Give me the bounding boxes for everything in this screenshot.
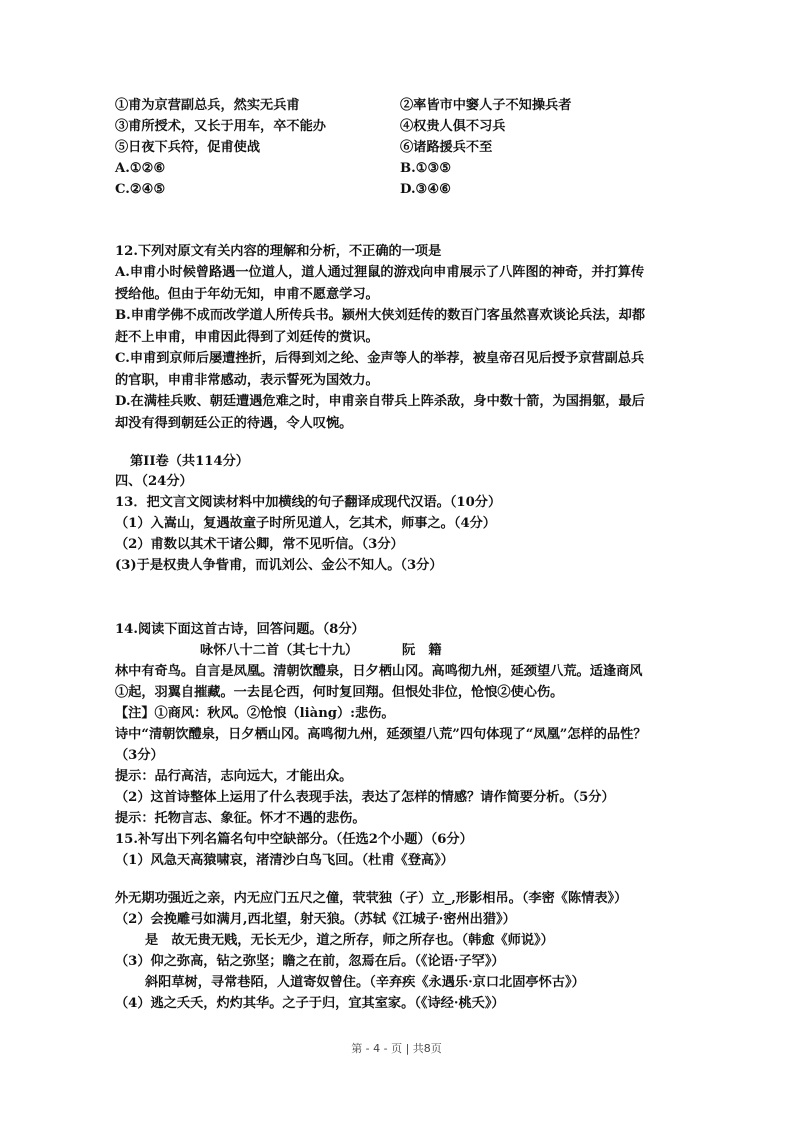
section-heading: 四、（24分） — [115, 474, 193, 489]
q15-item: （2）会挽雕弓如满月,西北望，射天狼。（苏轼《江城子·密州出猎》） — [115, 912, 516, 927]
q14-sub2: （2）这首诗整体上运用了什么表现手法，表达了怎样的情感？请作简要分析。（5分） — [115, 790, 615, 805]
option-left: ①甫为京营副总兵，然实无兵甫 — [115, 98, 300, 113]
q13-stem: 13．把文言文阅读材料中加横线的句子翻译成现代汉语。（10分） — [115, 495, 502, 510]
answer-choice-c: C.②④⑤ — [115, 182, 166, 197]
q13-item: (3)于是权贵人争眥甫，而讥刘公、金公不知人。（3分） — [115, 558, 443, 573]
answer-choice-d: D.③④⑥ — [400, 182, 452, 197]
q13-item: （1）入嵩山，复遇故童子时所见道人，乞其术，师事之。（4分） — [115, 516, 496, 531]
answer-choice-a: A.①②⑥ — [115, 161, 166, 176]
option-row — [115, 117, 715, 137]
q14-hint: 提示：托物言志、象征。怀才不遇的悲伤。 — [115, 811, 366, 826]
answer-row — [115, 159, 715, 179]
answer-row — [115, 180, 715, 200]
q15-item: 外无期功强近之亲，内无应门五尺之僮，茕茕独（孑）立_,形影相吊。（李密《陈情表》） — [115, 891, 628, 906]
q12-line: C.申甫到京师后屡遭挫折，后得到刘之纶、金声等人的举荐，被皇帝召见后授予京营副总兵 — [115, 351, 645, 366]
option-row — [115, 138, 715, 158]
option-row — [115, 96, 715, 116]
poem-note: 【注】①商风：秋风。②怆悢（liàng）:悲伤。 — [115, 706, 395, 721]
q12-stem: 12.下列对原文有关内容的理解和分析，不正确的一项是 — [115, 244, 442, 259]
q15-item: 是 故无贵无贱，无长无少，道之所存，师之所存也。（韩愈《师说》） — [145, 933, 554, 948]
poem-title: 咏怀八十二首（其七十九） — [200, 643, 359, 658]
poem-line: ①起，羽翼自摧藏。一去昆仑西，何时复回翔。但恨处非位，怆悢②使心伤。 — [115, 685, 564, 700]
q12-line: 授给他。但由于年幼无知，申甫不愿意学习。 — [115, 287, 379, 302]
q14-sub1: 诗中“清朝饮醴泉，日夕栖山冈。高鸣彻九州，延颈望八荒”四句体现了“凤凰”怎样的品性？ — [115, 727, 647, 742]
q15-item: （1）风急天高猿啸哀，渚清沙白鸟飞回。（杜甫《登高》） — [115, 853, 454, 868]
option-right: ④权贵人俱不习兵 — [400, 119, 506, 134]
option-right: ②率皆市中窭人子不知操兵者 — [400, 98, 572, 113]
q12-line: 赶不上申甫，申甫因此得到了刘廷传的赏识。 — [115, 330, 379, 345]
q15-stem: 15.补写出下列名篇名句中空缺部分。（任选2个小题）（6分） — [115, 832, 473, 847]
q12-line: D.在满桂兵败、朝廷遭遇危难之时，申甫亲自带兵上阵杀敌，身中数十箭，为国捐躯，最后 — [115, 394, 645, 409]
option-right: ⑥诸路援兵不至 — [400, 140, 493, 155]
q13-item: （2）甫数以其术干诸公卿，常不见听信。（3分） — [115, 537, 404, 552]
poem-author: 阮 籍 — [402, 643, 442, 658]
q15-item: （3）仰之弥高，钻之弥坚；瞻之在前，忽焉在后。（《论语·子罕》） — [115, 954, 505, 969]
q12-line: 的官职，申甫非常感动，表示誓死为国效力。 — [115, 373, 379, 388]
q14-hint: 提示：品行高洁，志向远大，才能出众。 — [115, 769, 353, 784]
q14-stem: 14.阅读下面这首古诗，回答问题。（8分） — [115, 622, 365, 637]
q12-line: A.申甫小时候曾路遇一位道人，道人通过狸鼠的游戏向申甫展示了八阵图的神奇，并打算传 — [115, 265, 645, 280]
answer-choice-b: B.①③⑤ — [400, 161, 452, 176]
q15-item: 斜阳草树，寻常巷陌，人道寄奴曾住。（辛弃疾《永遇乐·京口北固亭怀古》） — [145, 975, 585, 990]
part2-title: 第II卷（共114分） — [130, 454, 249, 469]
poem-line: 林中有奇鸟。自言是凤凰。清朝饮醴泉，日夕栖山冈。高鸣彻九州，延颈望八荒。适逢商风 — [115, 664, 643, 679]
q12-line: 却没有得到朝廷公正的待遇，令人叹惋。 — [115, 416, 353, 431]
option-left: ③甫所授术，又长于用车，卒不能办 — [115, 119, 326, 134]
q14-sub1-points: （3分） — [115, 748, 164, 763]
q15-item: （4）逃之夭夭，灼灼其华。之子于归，宜其室家。（《诗经·桃夭》） — [115, 996, 505, 1011]
q12-line: B.申甫学佛不成而改学道人所传兵书。颍州大侠刘廷传的数百门客虽然喜欢谈论兵法，却都 — [115, 308, 646, 323]
option-left: ⑤日夜下兵符，促甫使战 — [115, 140, 261, 155]
page-footer: 第 - 4 - 页 | 共8页 — [351, 1042, 442, 1055]
